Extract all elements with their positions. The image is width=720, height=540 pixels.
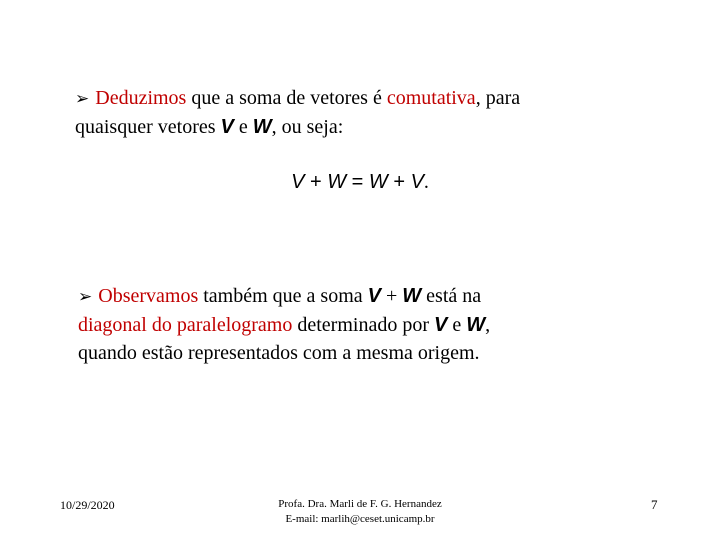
paragraph-commutative-line-2	[75, 113, 520, 141]
paragraph-parallelogram-line-2	[78, 311, 490, 339]
vector-w: W	[252, 116, 272, 138]
text-segment: também que a soma	[198, 285, 368, 307]
text-segment: e	[447, 314, 467, 336]
vector-v: V	[434, 314, 448, 336]
vector-v: V	[410, 171, 424, 193]
vector-v: V	[291, 171, 305, 193]
period: .	[423, 171, 429, 193]
vector-w: W	[466, 314, 486, 336]
vector-v: V	[367, 285, 381, 307]
vector-v: V	[220, 116, 234, 138]
highlight-observamos: Observamos	[98, 285, 199, 307]
highlight-deduzimos: Deduzimos	[95, 87, 187, 109]
text-segment: quaisquer vetores	[75, 116, 221, 138]
paragraph-commutative-line-1	[75, 84, 520, 113]
footer-date: 10/29/2020	[60, 498, 115, 512]
equals-sign: =	[346, 171, 369, 193]
text-segment: que a soma de vetores é	[186, 87, 387, 109]
text-segment: , ou seja:	[271, 116, 344, 138]
vector-w: W	[402, 285, 422, 307]
vector-w: W	[327, 171, 347, 193]
footer-email: E-mail: marlih@ceset.unicamp.br	[285, 513, 435, 525]
plus-sign: +	[304, 171, 328, 193]
footer-author	[220, 497, 500, 527]
vector-w: W	[368, 171, 388, 193]
text-segment: e	[233, 116, 253, 138]
arrow-bullet-icon: ➢	[78, 287, 93, 307]
footer-author-name: Profa. Dra. Marli de F. G. Hernandez	[278, 498, 442, 510]
plus-sign: +	[380, 285, 403, 307]
paragraph-parallelogram-line-1	[78, 282, 490, 311]
plus-sign: +	[387, 171, 411, 193]
highlight-diagonal: diagonal do paralelogramo	[78, 314, 293, 336]
arrow-bullet-icon: ➢	[75, 89, 90, 109]
text-segment: , para	[475, 87, 521, 109]
paragraph-parallelogram-line-3: quando estão representados com a mesma origem.	[78, 342, 480, 364]
page-number: 7	[651, 497, 658, 512]
commutative-equation	[0, 168, 720, 196]
text-segment: determinado por	[292, 314, 434, 336]
highlight-comutativa: comutativa	[386, 87, 476, 109]
paragraph-parallelogram	[78, 282, 490, 367]
text-segment: está na	[421, 285, 482, 307]
text-segment: ,	[485, 314, 491, 336]
paragraph-commutative	[75, 84, 520, 141]
